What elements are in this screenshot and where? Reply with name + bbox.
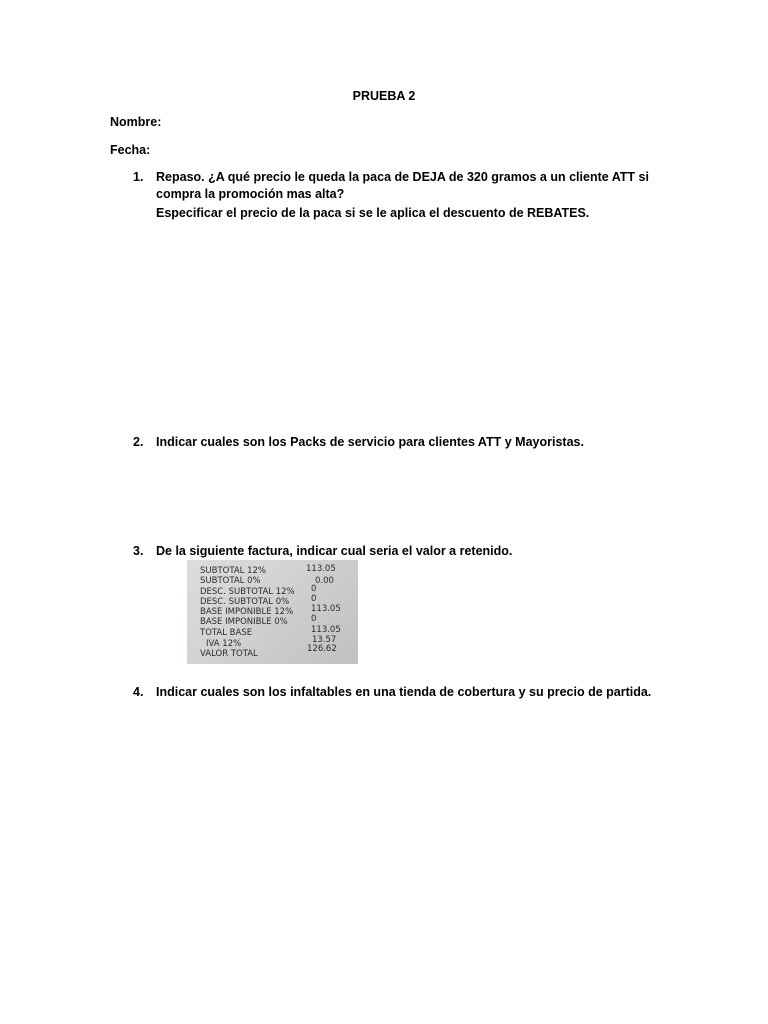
invoice-value: 113.05 — [311, 625, 341, 635]
invoice-value: 0 — [311, 584, 317, 594]
invoice-label: TOTAL BASE — [200, 628, 253, 638]
invoice-row — [200, 566, 350, 576]
document-title: PRUEBA 2 — [352, 89, 416, 103]
question-text-line: Especificar el precio de la paca si se le aplica el descuento de REBATES. — [156, 206, 590, 220]
invoice-value: 126.62 — [307, 644, 337, 654]
invoice-label: IVA 12% — [206, 639, 242, 649]
invoice-row — [200, 584, 350, 597]
question-number: 2. — [133, 435, 144, 449]
invoice-value: 113.05 — [306, 564, 336, 574]
question-text-line: De la siguiente factura, indicar cual seria el valor a retenido. — [156, 544, 513, 558]
invoice-value: 0 — [311, 594, 317, 604]
invoice-label: BASE IMPONIBLE 12% — [200, 607, 294, 617]
invoice-row — [200, 576, 350, 586]
invoice-value: 13.57 — [312, 635, 337, 645]
question-text-line: Indicar cuales son los Packs de servicio para clientes ATT y Mayoristas. — [156, 435, 584, 449]
fecha-label: Fecha: — [110, 143, 151, 157]
invoice-label: SUBTOTAL 12% — [200, 566, 267, 576]
invoice-image — [187, 560, 358, 664]
question-text-line: Repaso. ¿A qué precio le queda la paca de DEJA de 320 gramos a un cliente ATT si — [156, 170, 649, 184]
invoice-value: 0.00 — [315, 576, 334, 586]
invoice-label: SUBTOTAL 0% — [200, 576, 261, 586]
invoice-label: BASE IMPONIBLE 0% — [200, 617, 288, 627]
invoice-value: 0 — [311, 614, 317, 624]
invoice-label: VALOR TOTAL — [200, 649, 258, 659]
question-text-line: compra la promoción mas alta? — [156, 187, 345, 201]
invoice-label: DESC. SUBTOTAL 0% — [200, 597, 290, 607]
invoice-value: 113.05 — [311, 604, 341, 614]
question-number: 4. — [133, 685, 144, 699]
question-number: 3. — [133, 544, 144, 558]
question-text-line: Indicar cuales son los infaltables en una tienda de cobertura y su precio de partida. — [156, 685, 652, 699]
question-number: 1. — [133, 170, 144, 184]
nombre-label: Nombre: — [110, 115, 162, 129]
invoice-label: DESC. SUBTOTAL 12% — [200, 587, 295, 597]
invoice-row — [200, 604, 350, 617]
